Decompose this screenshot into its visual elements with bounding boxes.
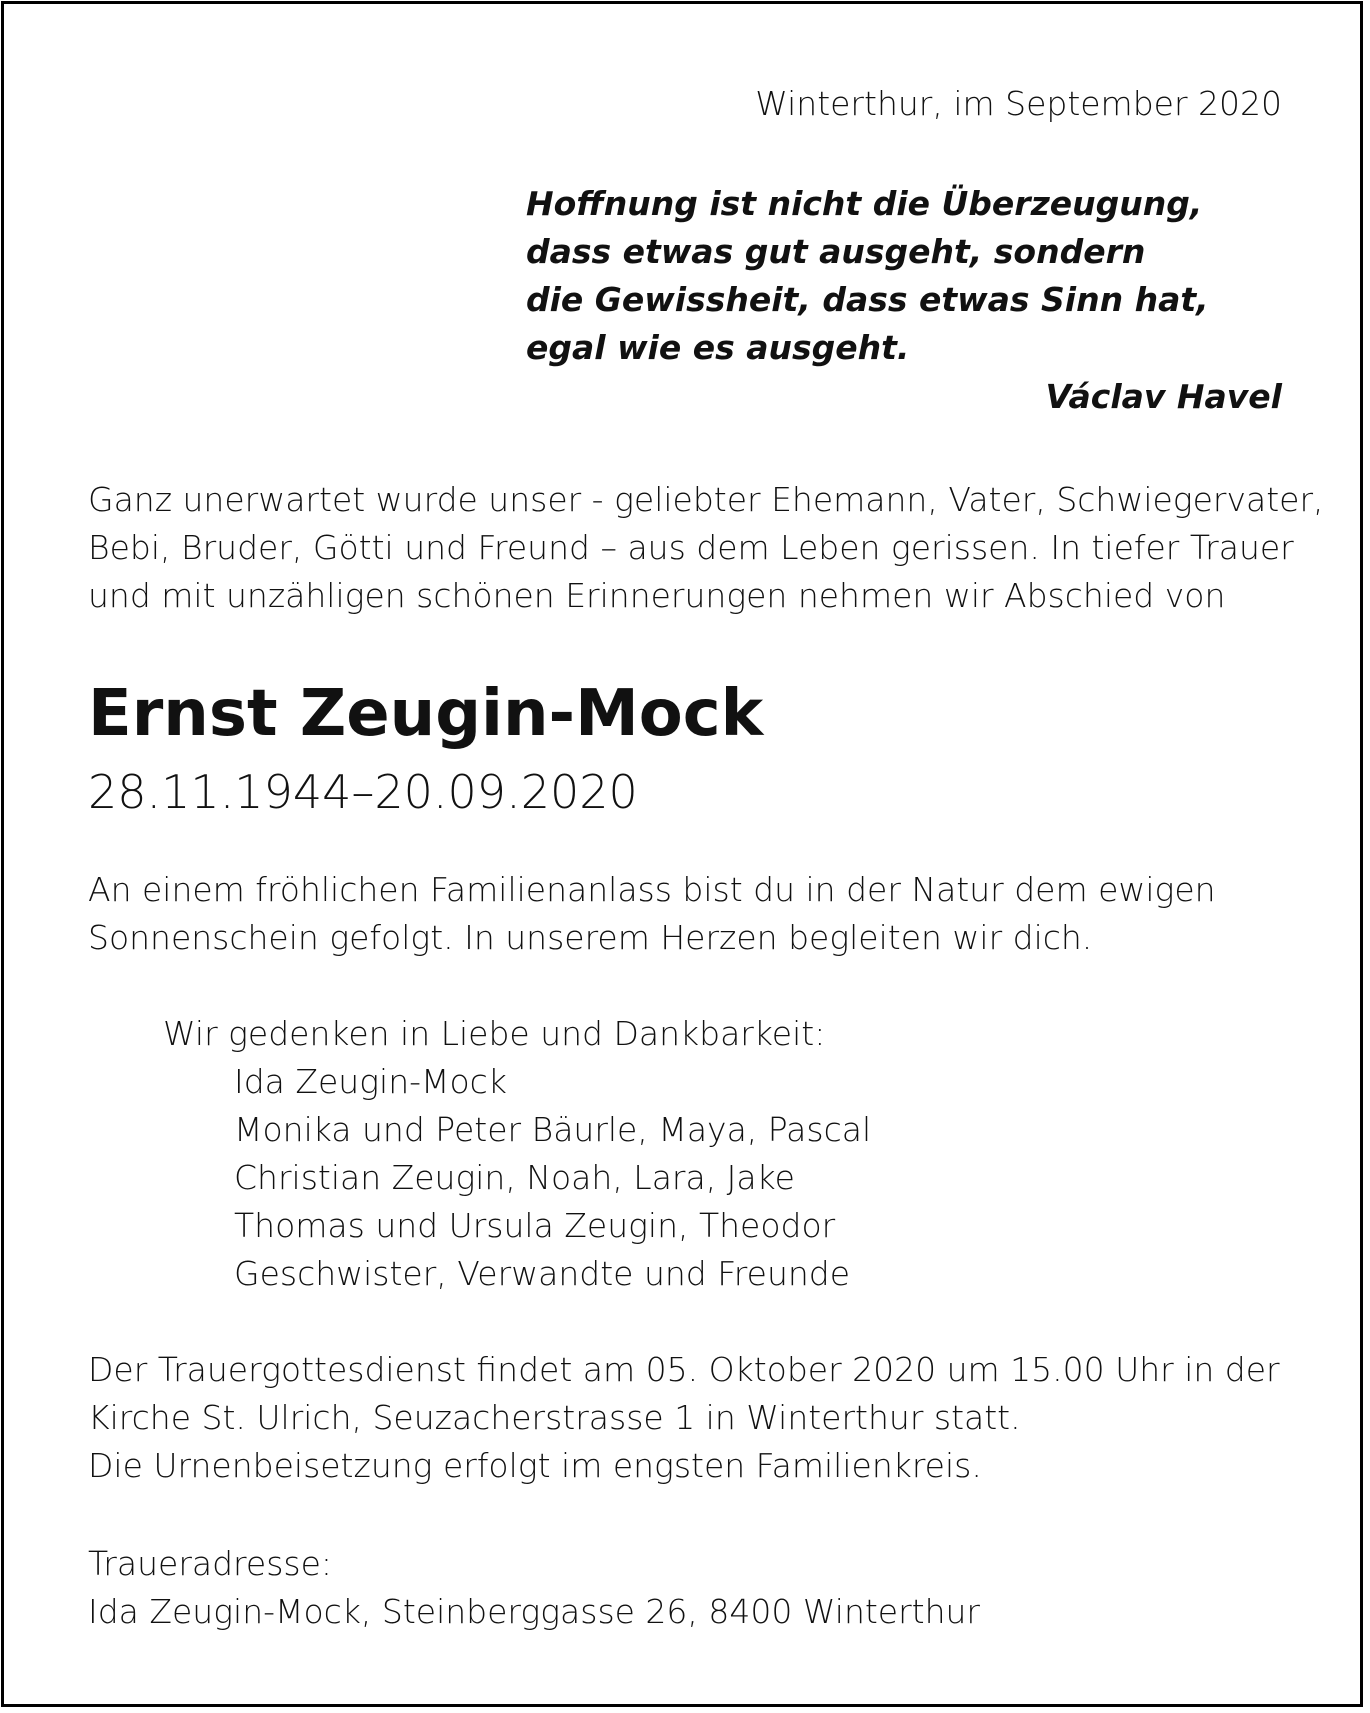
deceased-name: Ernst Zeugin-Mock bbox=[88, 677, 764, 751]
address-label: Traueradresse: bbox=[88, 1544, 333, 1583]
farewell-line: An einem fröhlichen Familienanlass bist du in der Natur dem ewigen bbox=[88, 870, 1216, 909]
service-line: Die Urnenbeisetzung erfolgt im engsten Familienkreis. bbox=[88, 1446, 982, 1485]
address-value: Ida Zeugin-Mock, Steinberggasse 26, 8400 Winterthur bbox=[88, 1592, 980, 1631]
mourner-entry: Geschwister, Verwandte und Freunde bbox=[234, 1254, 851, 1293]
life-dates: 28.11.1944–20.09.2020 bbox=[88, 765, 638, 819]
farewell-paragraph bbox=[88, 866, 1216, 962]
quote-line: egal wie es ausgeht. bbox=[526, 328, 910, 367]
mourner-entry: Monika und Peter Bäurle, Maya, Pascal bbox=[234, 1110, 872, 1149]
mourner-entry: Christian Zeugin, Noah, Lara, Jake bbox=[234, 1158, 795, 1197]
intro-line: Bebi, Bruder, Götti und Freund – aus dem Leben gerissen. In tiefer Trauer bbox=[88, 528, 1294, 567]
service-line: Kirche St. Ulrich, Seuzacherstrasse 1 in Winterthur statt. bbox=[88, 1398, 1021, 1437]
service-line: Der Trauergottesdienst findet am 05. Oktober 2020 um 15.00 Uhr in der bbox=[88, 1350, 1280, 1389]
intro-line: Ganz unerwartet wurde unser - geliebter Ehemann, Vater, Schwiegervater, bbox=[88, 480, 1324, 519]
service-paragraph bbox=[88, 1346, 1280, 1490]
quote-line: die Gewissheit, dass etwas Sinn hat, bbox=[526, 280, 1209, 319]
mourners-list bbox=[234, 1058, 871, 1298]
farewell-line: Sonnenschein gefolgt. In unserem Herzen begleiten wir dich. bbox=[88, 918, 1093, 957]
quote-line: Hoffnung ist nicht die Überzeugung, bbox=[526, 184, 1203, 223]
intro-line: und mit unzähligen schönen Erinnerungen nehmen wir Abschied von bbox=[88, 576, 1226, 615]
intro-paragraph bbox=[88, 476, 1324, 620]
mourners-heading: Wir gedenken in Liebe und Dankbarkeit: bbox=[163, 1014, 826, 1053]
quote bbox=[526, 180, 1209, 372]
mourner-entry: Thomas und Ursula Zeugin, Theodor bbox=[234, 1206, 836, 1245]
mourner-entry: Ida Zeugin-Mock bbox=[234, 1062, 507, 1101]
quote-line: dass etwas gut ausgeht, sondern bbox=[526, 232, 1146, 271]
place-date: Winterthur, im September 2020 bbox=[755, 84, 1282, 123]
quote-author: Václav Havel bbox=[1045, 377, 1282, 416]
